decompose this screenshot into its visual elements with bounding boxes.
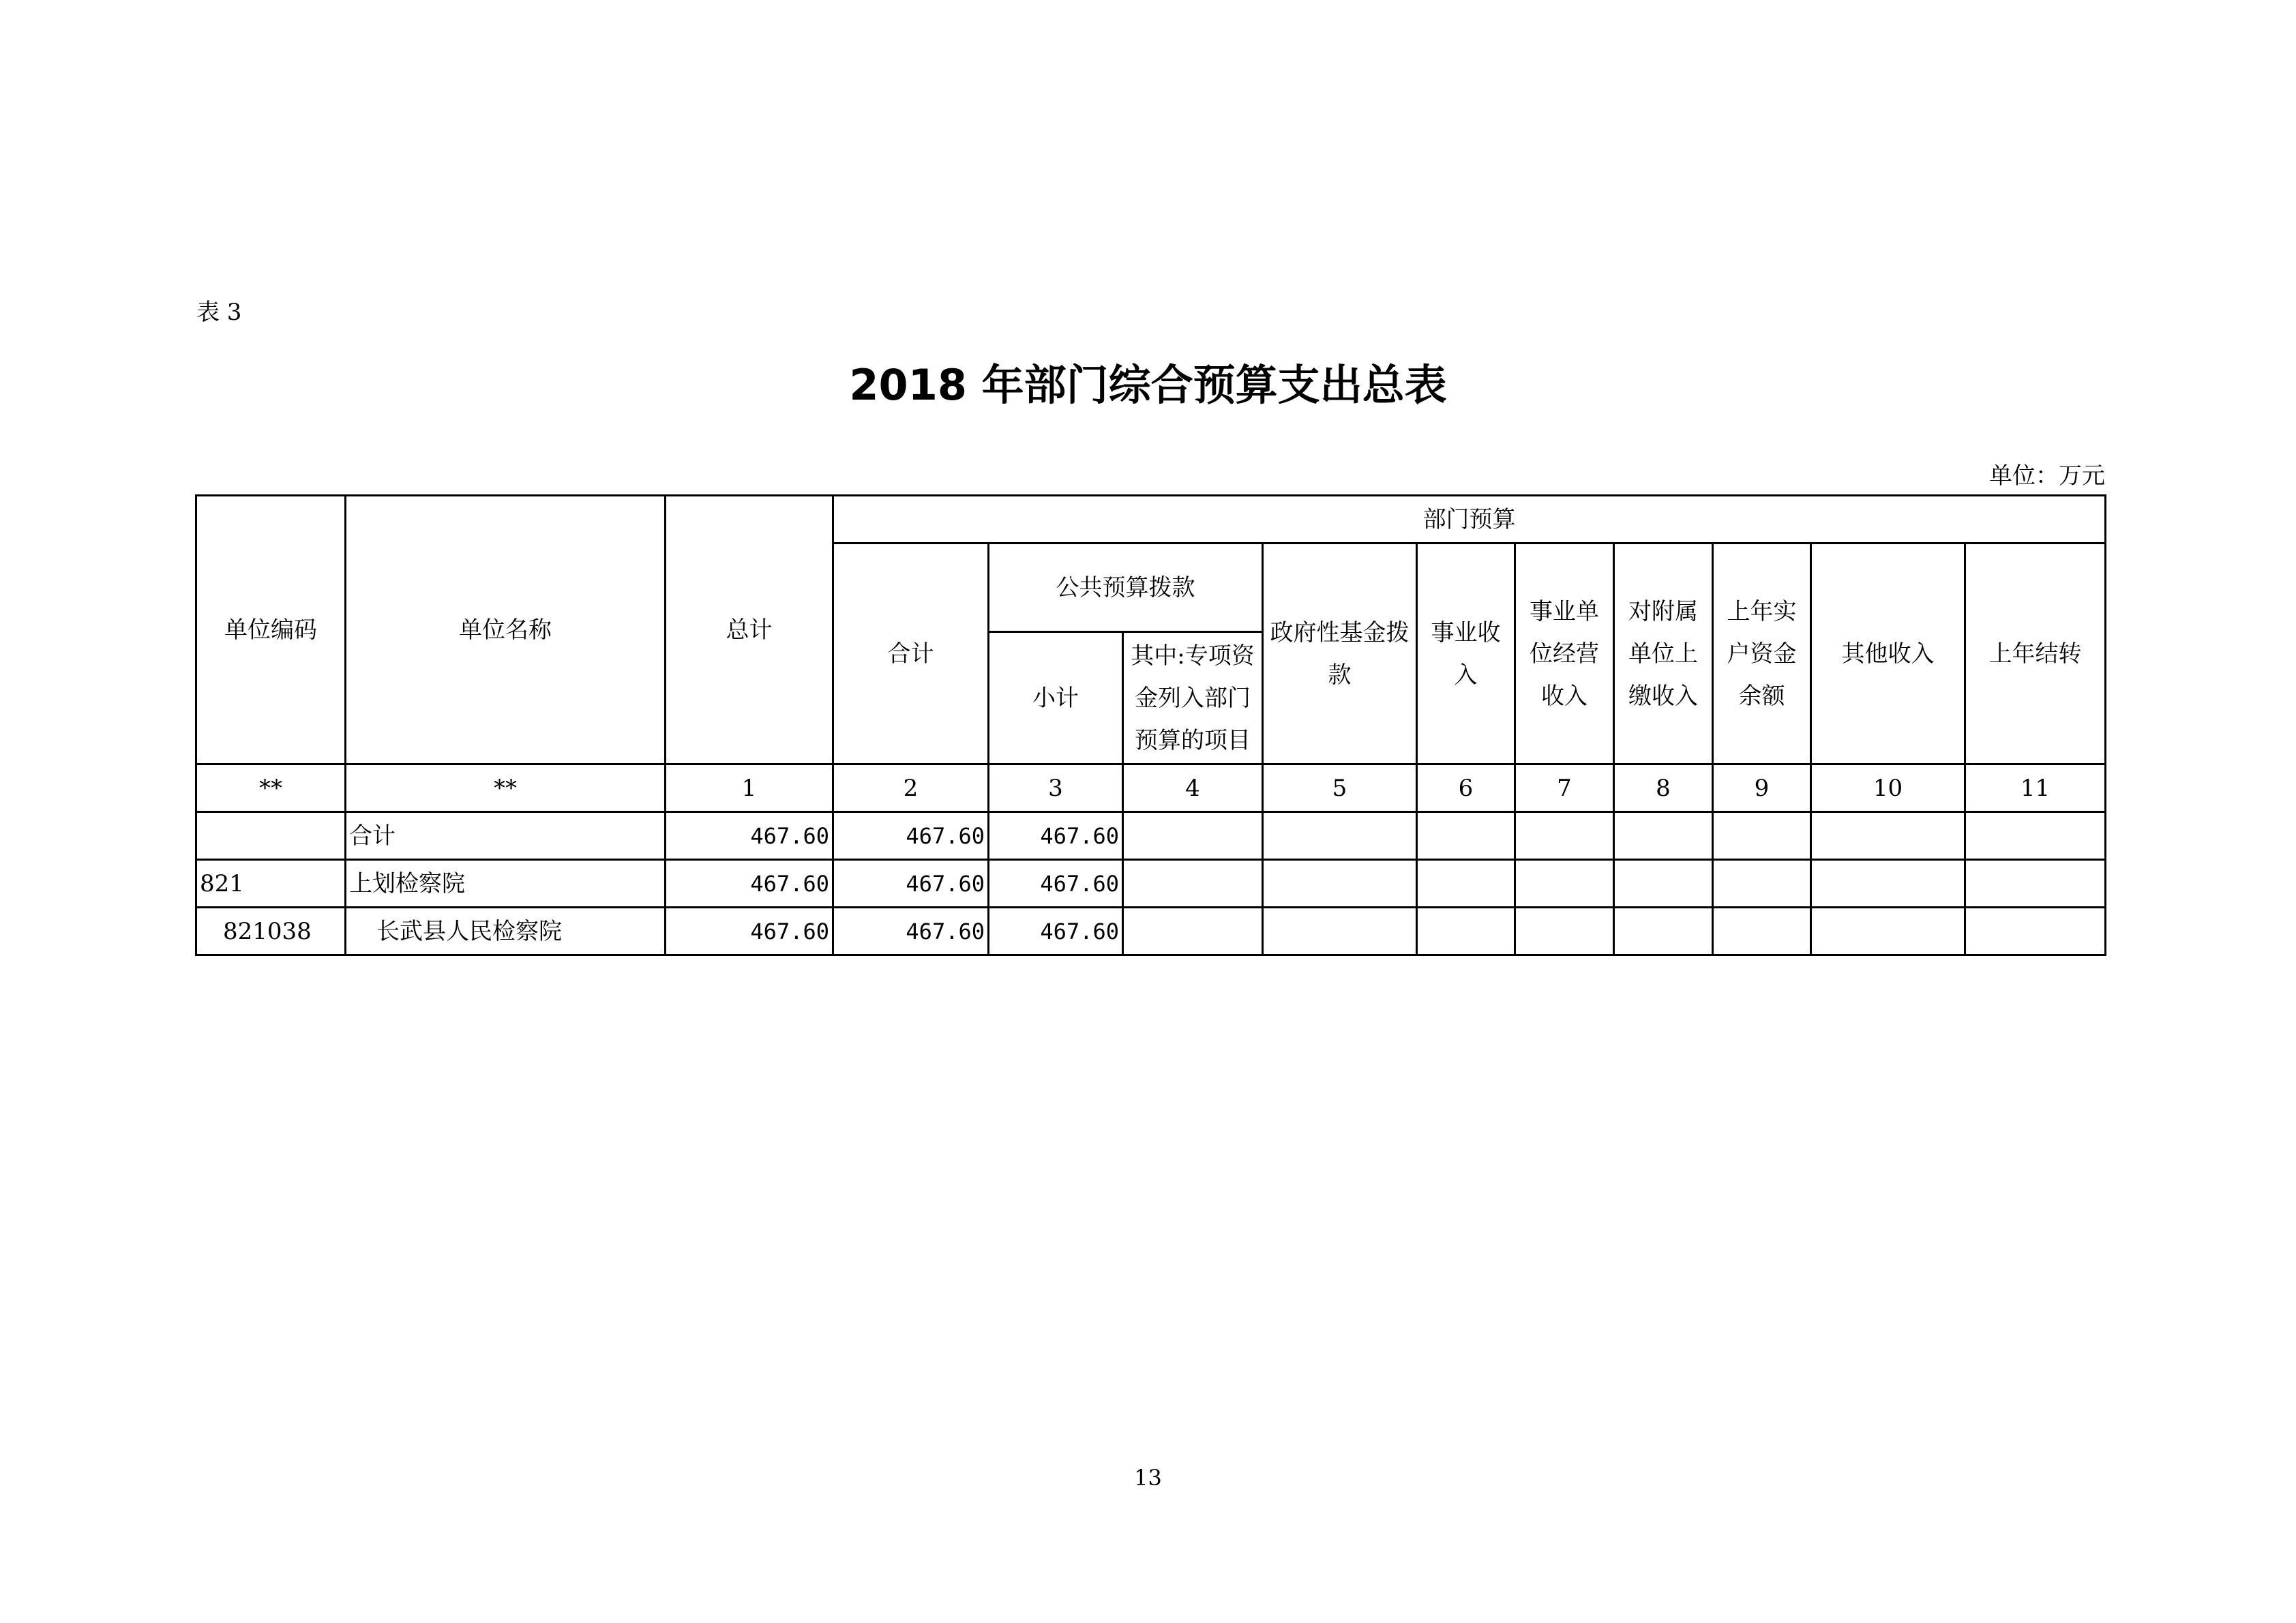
table-row	[196, 908, 2106, 955]
row-name: 上划检察院	[346, 860, 666, 908]
row-empty-cell	[1417, 860, 1515, 908]
row-empty-cell	[1713, 812, 1811, 860]
table-row	[196, 860, 2106, 908]
row-code: 821038	[196, 908, 346, 955]
row-total: 467.60	[666, 812, 833, 860]
row-subtotal: 467.60	[833, 908, 989, 955]
row-empty-cell	[1123, 860, 1263, 908]
row-subtotal: 467.60	[833, 812, 989, 860]
index-cell: **	[346, 764, 666, 812]
index-cell: 4	[1123, 764, 1263, 812]
row-empty-cell	[1811, 908, 1965, 955]
table-row	[196, 812, 2106, 860]
header-unit-code: 单位编码	[196, 496, 346, 764]
row-name: 合计	[346, 812, 666, 860]
index-cell: 6	[1417, 764, 1515, 812]
row-public: 467.60	[989, 908, 1123, 955]
row-empty-cell	[1811, 812, 1965, 860]
row-public: 467.60	[989, 812, 1123, 860]
row-public: 467.60	[989, 860, 1123, 908]
index-cell: 2	[833, 764, 989, 812]
header-other-income: 其他收入	[1811, 544, 1965, 764]
row-empty-cell	[1965, 812, 2106, 860]
header-dept-budget: 部门预算	[833, 496, 2106, 544]
page-number: 13	[1134, 1465, 1162, 1491]
row-empty-cell	[1417, 908, 1515, 955]
index-cell: 3	[989, 764, 1123, 812]
budget-table	[195, 494, 2106, 956]
row-empty-cell	[1614, 812, 1713, 860]
index-cell: 5	[1263, 764, 1417, 812]
header-subtotal-all: 合计	[833, 544, 989, 764]
row-empty-cell	[1965, 860, 2106, 908]
row-name: 长武县人民检察院	[346, 908, 666, 955]
row-total: 467.60	[666, 860, 833, 908]
index-cell: 10	[1811, 764, 1965, 812]
header-total: 总计	[666, 496, 833, 764]
header-carryover: 上年结转	[1965, 544, 2106, 764]
header-public-subtotal: 小计	[989, 632, 1123, 764]
index-cell: 11	[1965, 764, 2106, 812]
row-empty-cell	[1263, 908, 1417, 955]
index-row	[196, 764, 2106, 812]
index-cell: 9	[1713, 764, 1811, 812]
row-empty-cell	[1417, 812, 1515, 860]
row-empty-cell	[1713, 908, 1811, 955]
page-title: 2018 年部门综合预算支出总表	[849, 360, 1447, 410]
row-empty-cell	[1263, 812, 1417, 860]
row-empty-cell	[1515, 812, 1614, 860]
header-unit-name: 单位名称	[346, 496, 666, 764]
row-empty-cell	[1515, 860, 1614, 908]
index-cell: 1	[666, 764, 833, 812]
index-cell: 8	[1614, 764, 1713, 812]
row-total: 467.60	[666, 908, 833, 955]
table-label: 表 3	[196, 299, 242, 326]
header-public-budget: 公共预算拨款	[989, 544, 1263, 632]
header-public-special: 其中:专项资金列入部门预算的项目	[1123, 632, 1263, 764]
row-code	[196, 812, 346, 860]
row-code: 821	[196, 860, 346, 908]
row-empty-cell	[1123, 908, 1263, 955]
header-business-operating: 事业单位经营收入	[1515, 544, 1614, 764]
header-gov-fund: 政府性基金拨款	[1263, 544, 1417, 764]
row-empty-cell	[1614, 860, 1713, 908]
index-cell: 7	[1515, 764, 1614, 812]
row-subtotal: 467.60	[833, 860, 989, 908]
header-last-year-balance: 上年实户资金余额	[1713, 544, 1811, 764]
header-affiliated: 对附属单位上缴收入	[1614, 544, 1713, 764]
row-empty-cell	[1614, 908, 1713, 955]
header-business-income: 事业收入	[1417, 544, 1515, 764]
index-cell: **	[196, 764, 346, 812]
row-empty-cell	[1263, 860, 1417, 908]
row-empty-cell	[1123, 812, 1263, 860]
row-empty-cell	[1713, 860, 1811, 908]
row-empty-cell	[1965, 908, 2106, 955]
unit-label: 单位：万元	[1989, 462, 2105, 490]
row-empty-cell	[1515, 908, 1614, 955]
row-empty-cell	[1811, 860, 1965, 908]
